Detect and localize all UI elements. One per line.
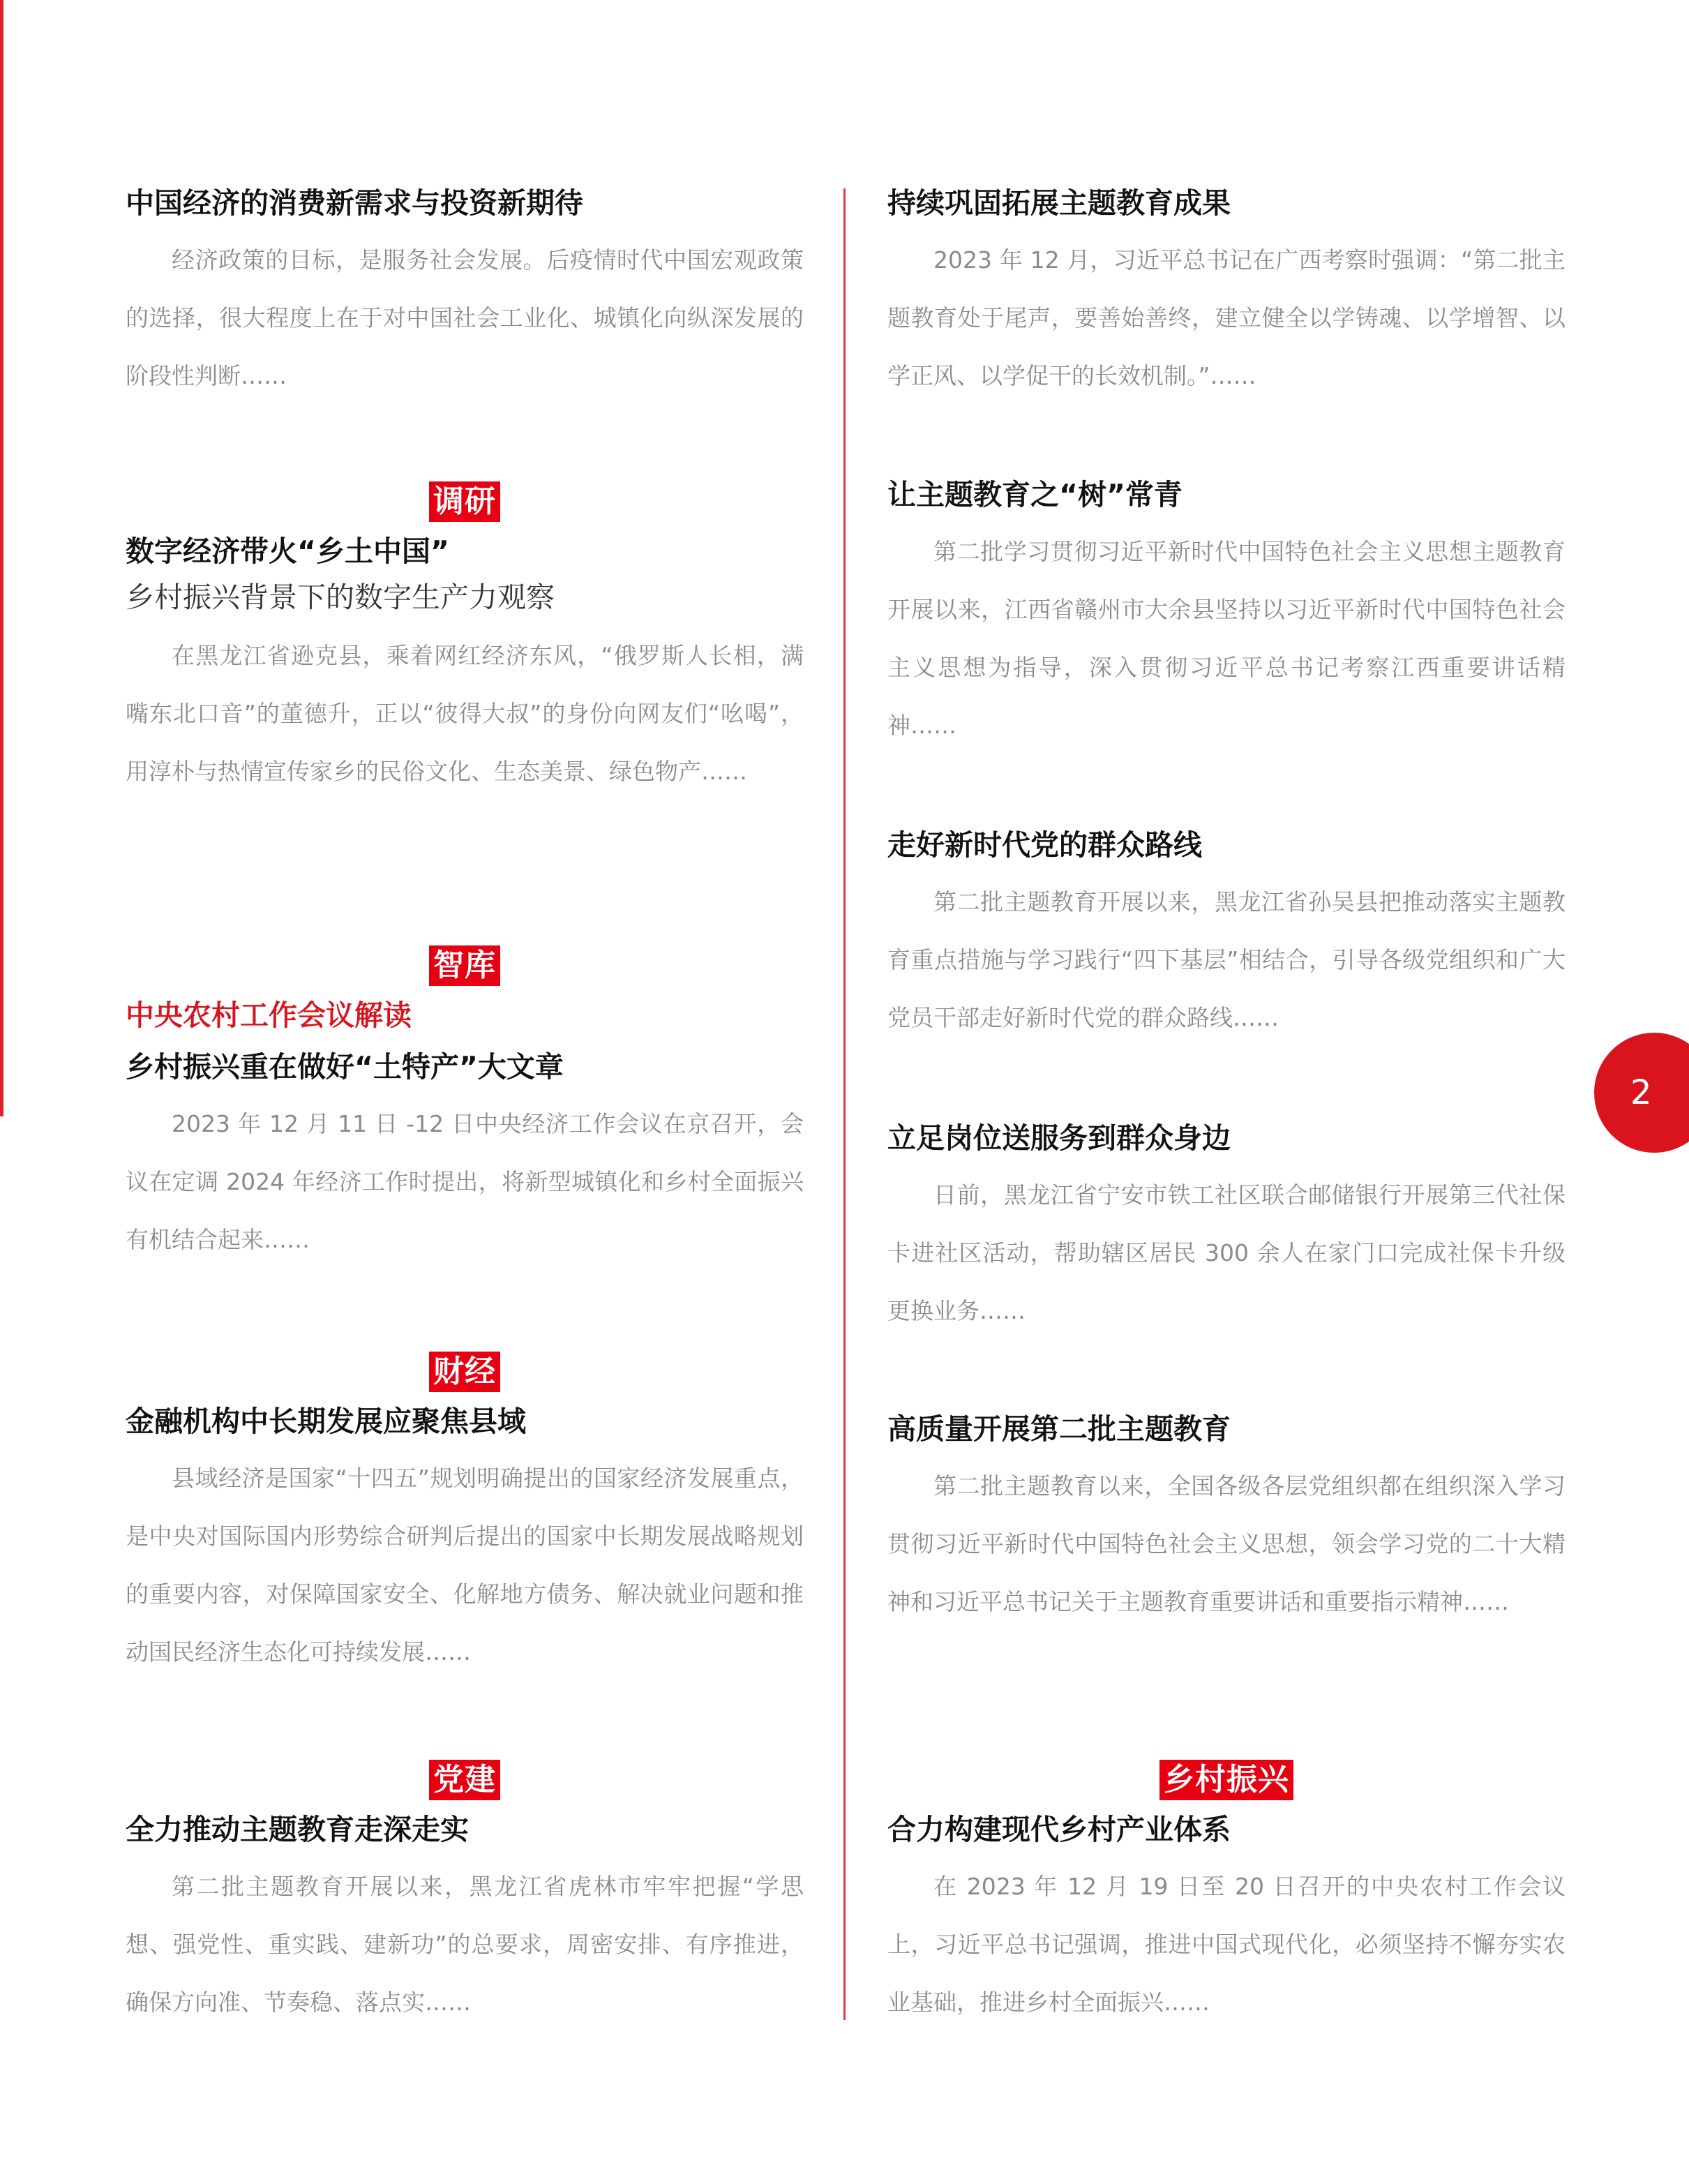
column-divider xyxy=(843,188,846,2020)
section-tag: 财经 xyxy=(429,1352,500,1392)
section-tag: 乡村振兴 xyxy=(1159,1760,1293,1800)
article-title[interactable]: 数字经济带火“乡土中国” xyxy=(126,534,449,568)
article-summary: 第二批主题教育开展以来，黑龙江省孙吴县把推动落实主题教育重点措施与学习践行“四下基层”相结合，引导各级党组织和广大党员干部走好新时代党的群众路线…… xyxy=(887,888,1566,1031)
article-summary: 第二批主题教育以来，全国各级各层党组织都在组织深入学习贯彻习近平新时代中国特色社会主义思想，领会学习党的二十大精神和习近平总书记关于主题教育重要讲话和重要指示精神…… xyxy=(887,1472,1566,1615)
article-title[interactable]: 金融机构中长期发展应聚焦县域 xyxy=(126,1405,526,1438)
left-edge-bar xyxy=(0,0,3,1116)
article-card[interactable] xyxy=(126,945,804,1269)
article-card[interactable] xyxy=(887,1411,1566,1631)
article-subtitle: 乡村振兴背景下的数字生产力观察 xyxy=(126,581,555,614)
article-title[interactable]: 持续巩固拓展主题教育成果 xyxy=(887,186,1231,220)
article-card[interactable] xyxy=(126,185,804,405)
article-card[interactable] xyxy=(887,1760,1566,2031)
article-title[interactable]: 走好新时代党的群众路线 xyxy=(887,828,1202,862)
article-card[interactable] xyxy=(126,1352,804,1681)
article-summary: 在黑龙江省逊克县，乘着网红经济东风，“俄罗斯人长相，满嘴东北口音”的董德升，正以“彼得大叔”的身份向网友们“吆喝”，用淳朴与热情宣传家乡的民俗文化、生态美景、绿色物产…… xyxy=(126,642,804,785)
section-tag: 党建 xyxy=(429,1760,500,1800)
article-summary: 2023 年 12 月 11 日 -12 日中央经济工作会议在京召开，会议在定调 2024 年经济工作时提出，将新型城镇化和乡村全面振兴有机结合起来…… xyxy=(126,1110,804,1253)
article-title[interactable]: 全力推动主题教育走深走实 xyxy=(126,1813,469,1846)
article-card[interactable] xyxy=(887,827,1566,1047)
article-summary: 日前，黑龙江省宁安市铁工社区联合邮储银行开展第三代社保卡进社区活动，帮助辖区居民 300 余人在家门口完成社保卡升级更换业务…… xyxy=(887,1181,1566,1324)
section-tag: 智库 xyxy=(429,945,500,986)
article-summary: 2023 年 12 月，习近平总书记在广西考察时强调：“第二批主题教育处于尾声，要善始善终，建立健全以学铸魂、以学增智、以学正风、以学促干的长效机制。”…… xyxy=(887,246,1566,389)
article-card[interactable] xyxy=(887,477,1566,754)
article-card[interactable] xyxy=(887,185,1566,405)
article-summary: 第二批学习贯彻习近平新时代中国特色社会主义思想主题教育开展以来，江西省赣州市大余县坚持以习近平新时代中国特色社会主义思想为指导，深入贯彻习近平总书记考察江西重要讲话精神…… xyxy=(887,538,1566,739)
article-summary: 县域经济是国家“十四五”规划明确提出的国家经济发展重点，是中央对国际国内形势综合研判后提出的国家中长期发展战略规划的重要内容，对保障国家安全、化解地方债务、解决就业问题和推动国民经济生态化可持续发展…… xyxy=(126,1465,804,1666)
page-number-badge xyxy=(1594,1033,1689,1153)
article-summary: 在 2023 年 12 月 19 日至 20 日召开的中央农村工作会议上，习近平总书记强调，推进中国式现代化，必须坚持不懈夯实农业基础，推进乡村全面振兴…… xyxy=(887,1873,1566,2016)
article-title[interactable]: 立足岗位送服务到群众身边 xyxy=(887,1121,1231,1155)
article-card[interactable] xyxy=(887,1120,1566,1340)
article-title[interactable]: 让主题教育之“树”常青 xyxy=(887,478,1183,511)
article-summary: 第二批主题教育开展以来，黑龙江省虎林市牢牢把握“学思想、强党性、重实践、建新功”的总要求，周密安排、有序推进，确保方向准、节奏稳、落点实…… xyxy=(126,1873,804,2016)
section-tag: 调研 xyxy=(429,481,500,522)
article-title[interactable]: 高质量开展第二批主题教育 xyxy=(887,1412,1231,1446)
article-title[interactable]: 乡村振兴重在做好“土特产”大文章 xyxy=(126,1050,564,1084)
article-title[interactable]: 合力构建现代乡村产业体系 xyxy=(887,1813,1231,1846)
article-kicker: 中央农村工作会议解读 xyxy=(126,998,412,1032)
article-card[interactable] xyxy=(126,1760,804,2031)
article-summary: 经济政策的目标，是服务社会发展。后疫情时代中国宏观政策的选择，很大程度上在于对中国社会工业化、城镇化向纵深发展的阶段性判断…… xyxy=(126,246,804,389)
article-title[interactable]: 中国经济的消费新需求与投资新期待 xyxy=(126,186,583,220)
page-number: 2 xyxy=(1630,1073,1652,1112)
article-card[interactable] xyxy=(126,481,804,800)
